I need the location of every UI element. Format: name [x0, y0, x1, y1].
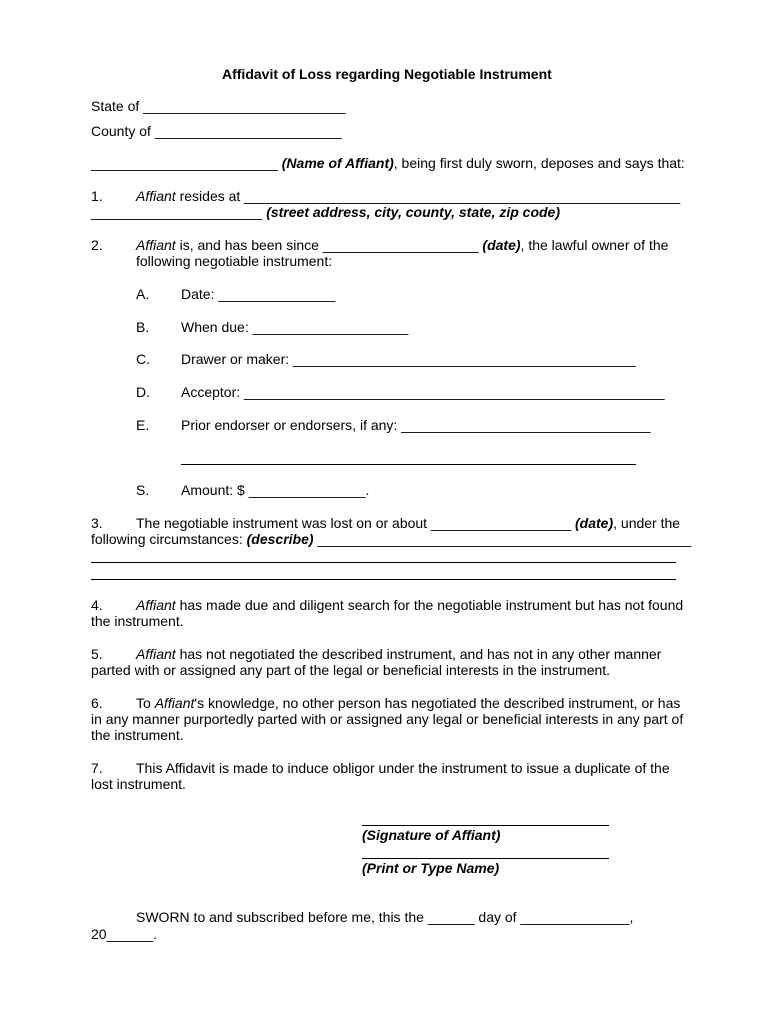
p1-text: [136, 188, 680, 204]
intro-line: [91, 155, 685, 171]
p6-knowledge: 's knowledge, no other person has negotiated the described instrument, or has: [194, 695, 681, 711]
affiant-word: Affiant: [136, 237, 176, 253]
intro-rest: , being first duly sworn, deposes and says that:: [393, 155, 685, 171]
p3-text: [136, 515, 680, 531]
p1-resides: resides at ________________________________________________________: [175, 188, 681, 204]
p3-line2: [91, 531, 691, 547]
p6-line2: in any manner purportedly parted with or assigned any legal or beneficial interests in any part of: [91, 711, 684, 727]
document-title: Affidavit of Loss regarding Negotiable Instrument: [222, 66, 552, 82]
p4-number: 4.: [91, 597, 103, 613]
sworn-year: 20______.: [91, 926, 158, 942]
p4-line2: the instrument.: [91, 613, 184, 629]
item-acceptor: Acceptor: ______________________________________________________: [181, 384, 665, 400]
p5-number: 5.: [91, 646, 103, 662]
affiant-word: Affiant: [136, 646, 176, 662]
sworn-line: SWORN to and subscribed before me, this the ______ day of ______________,: [136, 909, 634, 925]
date-label: (date): [575, 515, 614, 531]
address-blank: ______________________: [91, 204, 267, 220]
describe-line: [91, 579, 676, 580]
p7-number: 7.: [91, 760, 103, 776]
item-letter: A.: [136, 286, 150, 302]
p4-text: [136, 597, 683, 613]
item-when-due: When due: ____________________: [181, 319, 409, 335]
endorsers-extra-line: [181, 464, 636, 465]
p2-number: 2.: [91, 237, 103, 253]
p1-number: 1.: [91, 188, 103, 204]
p1-line2: [91, 204, 560, 220]
p4-search: has made due and diligent search for the negotiable instrument but has not found: [175, 597, 684, 613]
item-drawer: Drawer or maker: ____________________________________________: [181, 351, 636, 367]
p6-number: 6.: [91, 695, 103, 711]
item-letter: S.: [136, 482, 150, 498]
p2-text: [136, 237, 668, 253]
p2-rest: , the lawful owner of the: [520, 237, 669, 253]
address-label: (street address, city, county, state, zip code): [266, 204, 561, 220]
p6-line3: the instrument.: [91, 727, 184, 743]
p7-text: This Affidavit is made to induce obligor under the instrument to issue a duplicate of the: [136, 760, 670, 776]
p7-line2: lost instrument.: [91, 776, 186, 792]
p6-pre: To: [136, 695, 155, 711]
item-letter: D.: [136, 384, 150, 400]
print-name-label: (Print or Type Name): [362, 860, 500, 876]
item-prior-endorsers: Prior endorser or endorsers, if any: ________________________________: [181, 417, 651, 433]
state-field: State of __________________________: [91, 98, 346, 114]
p5-not-negotiated: has not negotiated the described instrument, and has not in any other manner: [175, 646, 662, 662]
describe-label: (describe): [246, 531, 314, 547]
describe-line: [91, 562, 676, 563]
p3-number: 3.: [91, 515, 103, 531]
date-label: (date): [482, 237, 521, 253]
item-amount: Amount: $ _______________.: [181, 482, 370, 498]
county-field: County of ________________________: [91, 123, 342, 139]
print-name-line: [362, 858, 609, 859]
p3-rest: , under the: [613, 515, 681, 531]
item-letter: C.: [136, 351, 150, 367]
p5-text: [136, 646, 661, 662]
p2-line2: following negotiable instrument:: [136, 253, 333, 269]
p5-line2: parted with or assigned any part of the legal or beneficial interests in the instrument.: [91, 662, 611, 678]
p3-circumstances: following circumstances:: [91, 531, 247, 547]
item-date: Date: _______________: [181, 286, 336, 302]
affiant-name-blank: ________________________: [91, 155, 282, 171]
affiant-word: Affiant: [136, 188, 176, 204]
item-letter: E.: [136, 417, 150, 433]
p6-text: [136, 695, 680, 711]
p2-since: is, and has been since ____________________: [175, 237, 483, 253]
affiant-word: Affiant: [136, 597, 176, 613]
item-letter: B.: [136, 319, 150, 335]
affiant-word: Affiant: [154, 695, 195, 711]
p3-blank: ________________________________________________: [313, 531, 692, 547]
name-of-affiant-label: (Name of Affiant): [281, 155, 394, 171]
signature-line: [362, 825, 609, 826]
p3-lost: The negotiable instrument was lost on or about __________________: [136, 515, 575, 531]
signature-label: (Signature of Affiant): [362, 827, 501, 843]
